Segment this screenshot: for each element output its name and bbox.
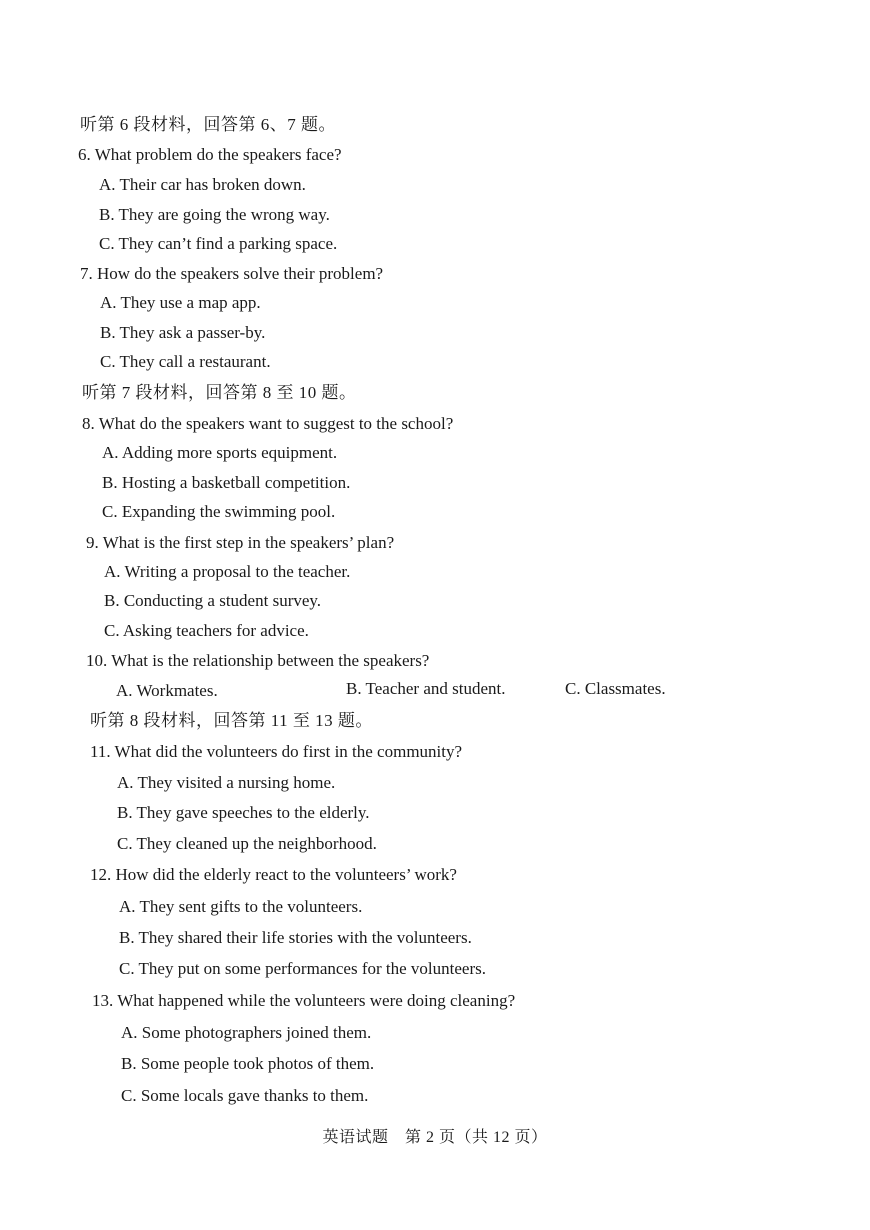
question-7-option-a: A. They use a map app. <box>100 293 261 312</box>
question-9-option-a: A. Writing a proposal to the teacher. <box>104 562 351 581</box>
question-12-stem: 12. How did the elderly react to the volunteers’ work? <box>90 865 457 884</box>
question-8-stem: 8. What do the speakers want to suggest to the school? <box>82 414 454 433</box>
question-6-option-c: C. They can’t find a parking space. <box>99 234 338 253</box>
question-9-option-c: C. Asking teachers for advice. <box>104 621 309 640</box>
question-11-option-a: A. They visited a nursing home. <box>117 773 336 792</box>
section-heading: 听第 7 段材料，回答第 8 至 10 题。 <box>82 383 357 402</box>
question-9-stem: 9. What is the first step in the speakers’ plan? <box>86 533 395 552</box>
question-8-option-a: A. Adding more sports equipment. <box>102 443 338 462</box>
question-13-stem: 13. What happened while the volunteers were doing cleaning? <box>92 991 516 1010</box>
question-10-option-c: C. Classmates. <box>565 679 666 698</box>
question-11-option-c: C. They cleaned up the neighborhood. <box>117 834 377 853</box>
question-12-option-b: B. They shared their life stories with the volunteers. <box>119 928 472 947</box>
question-9-option-b: B. Conducting a student survey. <box>104 591 322 610</box>
question-12-option-a: A. They sent gifts to the volunteers. <box>119 897 363 916</box>
question-8-option-b: B. Hosting a basketball competition. <box>102 473 351 492</box>
question-10-option-b: B. Teacher and student. <box>346 679 506 698</box>
question-6-stem: 6. What problem do the speakers face? <box>78 145 342 164</box>
question-11-stem: 11. What did the volunteers do first in the community? <box>90 742 463 761</box>
page-footer: 英语试题 第 2 页（共 12 页） <box>322 1129 548 1146</box>
question-10-stem: 10. What is the relationship between the speakers? <box>86 651 430 670</box>
question-13-option-a: A. Some photographers joined them. <box>121 1023 372 1042</box>
question-7-option-c: C. They call a restaurant. <box>100 352 271 371</box>
question-7-stem: 7. How do the speakers solve their problem? <box>80 264 384 283</box>
section-heading: 听第 6 段材料，回答第 6、7 题。 <box>80 115 336 134</box>
question-7-option-b: B. They ask a passer-by. <box>100 323 266 342</box>
question-6-option-b: B. They are going the wrong way. <box>99 205 330 224</box>
question-11-option-b: B. They gave speeches to the elderly. <box>117 803 370 822</box>
question-6-option-a: A. Their car has broken down. <box>99 175 306 194</box>
question-12-option-c: C. They put on some performances for the volunteers. <box>119 959 486 978</box>
question-13-option-b: B. Some people took photos of them. <box>121 1054 375 1073</box>
question-13-option-c: C. Some locals gave thanks to them. <box>121 1086 369 1105</box>
question-10-option-a: A. Workmates. <box>116 681 218 700</box>
question-8-option-c: C. Expanding the swimming pool. <box>102 502 336 521</box>
section-heading: 听第 8 段材料，回答第 11 至 13 题。 <box>90 711 373 730</box>
